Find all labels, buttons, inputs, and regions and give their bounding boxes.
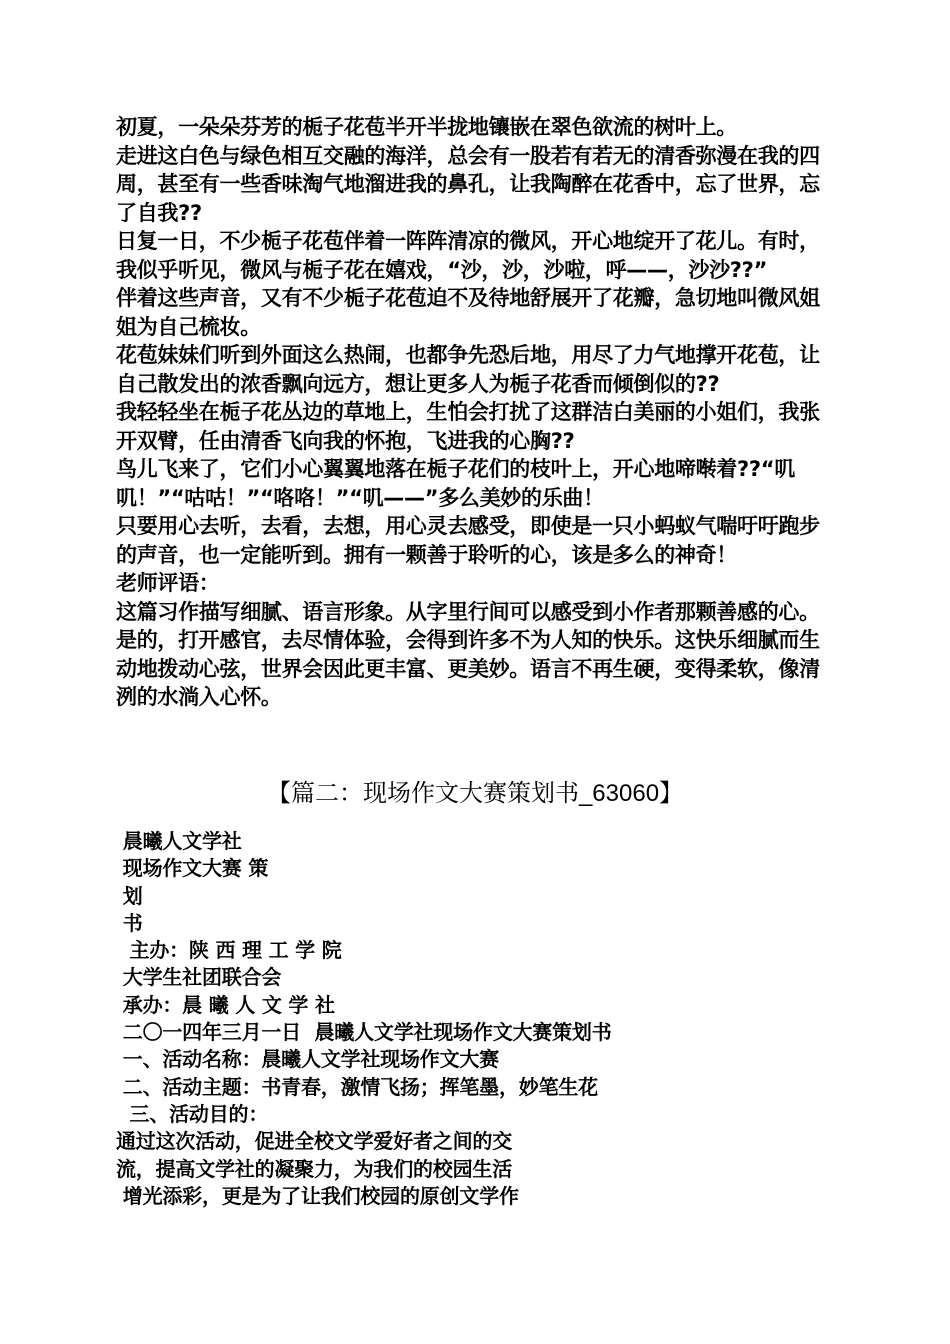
- essay-paragraph: 花苞妹妹们听到外面这么热闹，也都争先恐后地，用尽了力气地撑开花苞，让自己散发出的浓香飘向远方，想让更多人为栀子花香而倾倒似的??: [116, 343, 820, 396]
- essay-paragraph: 只要用心去听，去看，去想，用心灵去感受，即使是一只小蚂蚁气喘吁吁跑步的声音，也一定能听到。拥有一颗善于聆听的心，该是多么的神奇！: [116, 514, 820, 567]
- essay-body: [116, 113, 836, 712]
- plan-line: 一、活动名称：晨曦人文学社现场作文大赛: [116, 1047, 499, 1072]
- plan-line: 二、活动主题：书青春，激情飞扬；挥笔墨，妙笔生花: [116, 1074, 598, 1099]
- plan-line: 现场作文大赛 策: [116, 856, 269, 881]
- plan-line: 承办：晨 曦 人 文 学 社: [116, 992, 335, 1017]
- plan-line: 主办：陕 西 理 工 学 院: [116, 938, 342, 963]
- plan-line: 书: [116, 910, 143, 935]
- teacher-comment-label: 老师评语：: [116, 571, 220, 595]
- section-heading: 【篇二：现场作文大赛策划书_63060】: [266, 780, 684, 807]
- plan-line: 增光添彩，更是为了让我们校园的原创文学作: [116, 1183, 519, 1208]
- plan-line: 通过这次活动，促进全校文学爱好者之间的交: [116, 1129, 512, 1154]
- plan-line: 三、活动目的：: [116, 1101, 269, 1126]
- plan-line: 二〇一四年三月一日 晨曦人文学社现场作文大赛策划书: [116, 1020, 612, 1045]
- plan-body: [116, 828, 836, 1210]
- essay-paragraph: 伴着这些声音，又有不少栀子花苞迫不及待地舒展开了花瓣，急切地叫微风姐姐为自己梳妆。: [116, 286, 820, 339]
- essay-paragraph: 初夏，一朵朵芬芳的栀子花苞半开半拢地镶嵌在翠色欲流的树叶上。: [116, 115, 737, 139]
- plan-line: 大学生社团联合会: [116, 965, 282, 990]
- essay-paragraph: 鸟儿飞来了，它们小心翼翼地落在栀子花们的枝叶上，开心地啼啭着??“叽叽！”“咕咕！”“咯咯！”“叽——”多么美妙的乐曲！: [116, 457, 795, 510]
- teacher-comment: 这篇习作描写细腻、语言形象。从字里行间可以感受到小作者那颗善感的心。是的，打开感官，去尽情体验，会得到许多不为人知的快乐。这快乐细腻而生动地拨动心弦，世界会因此更丰富、更美妙。语言不再生硬，变得柔软，像清洌的水淌入心怀。: [116, 599, 820, 709]
- essay-paragraph: 日复一日，不少栀子花苞伴着一阵阵清凉的微风，开心地绽开了花儿。有时，我似乎听见，微风与栀子花在嬉戏，“沙，沙，沙啦，呼——，沙沙??”: [116, 229, 820, 282]
- plan-line: 划: [116, 883, 143, 908]
- plan-line: 流，提高文学社的凝聚力，为我们的校园生活: [116, 1156, 512, 1181]
- essay-paragraph: 走进这白色与绿色相互交融的海洋，总会有一股若有若无的清香弥漫在我的四周，甚至有一些香味淘气地溜进我的鼻孔，让我陶醉在花香中，忘了世界，忘了自我??: [116, 143, 820, 225]
- essay-paragraph: 我轻轻坐在栀子花丛边的草地上，生怕会打扰了这群洁白美丽的小姐们，我张开双臂，任由清香飞向我的怀抱，飞进我的心胸??: [116, 400, 820, 453]
- plan-line: 晨曦人文学社: [116, 829, 242, 853]
